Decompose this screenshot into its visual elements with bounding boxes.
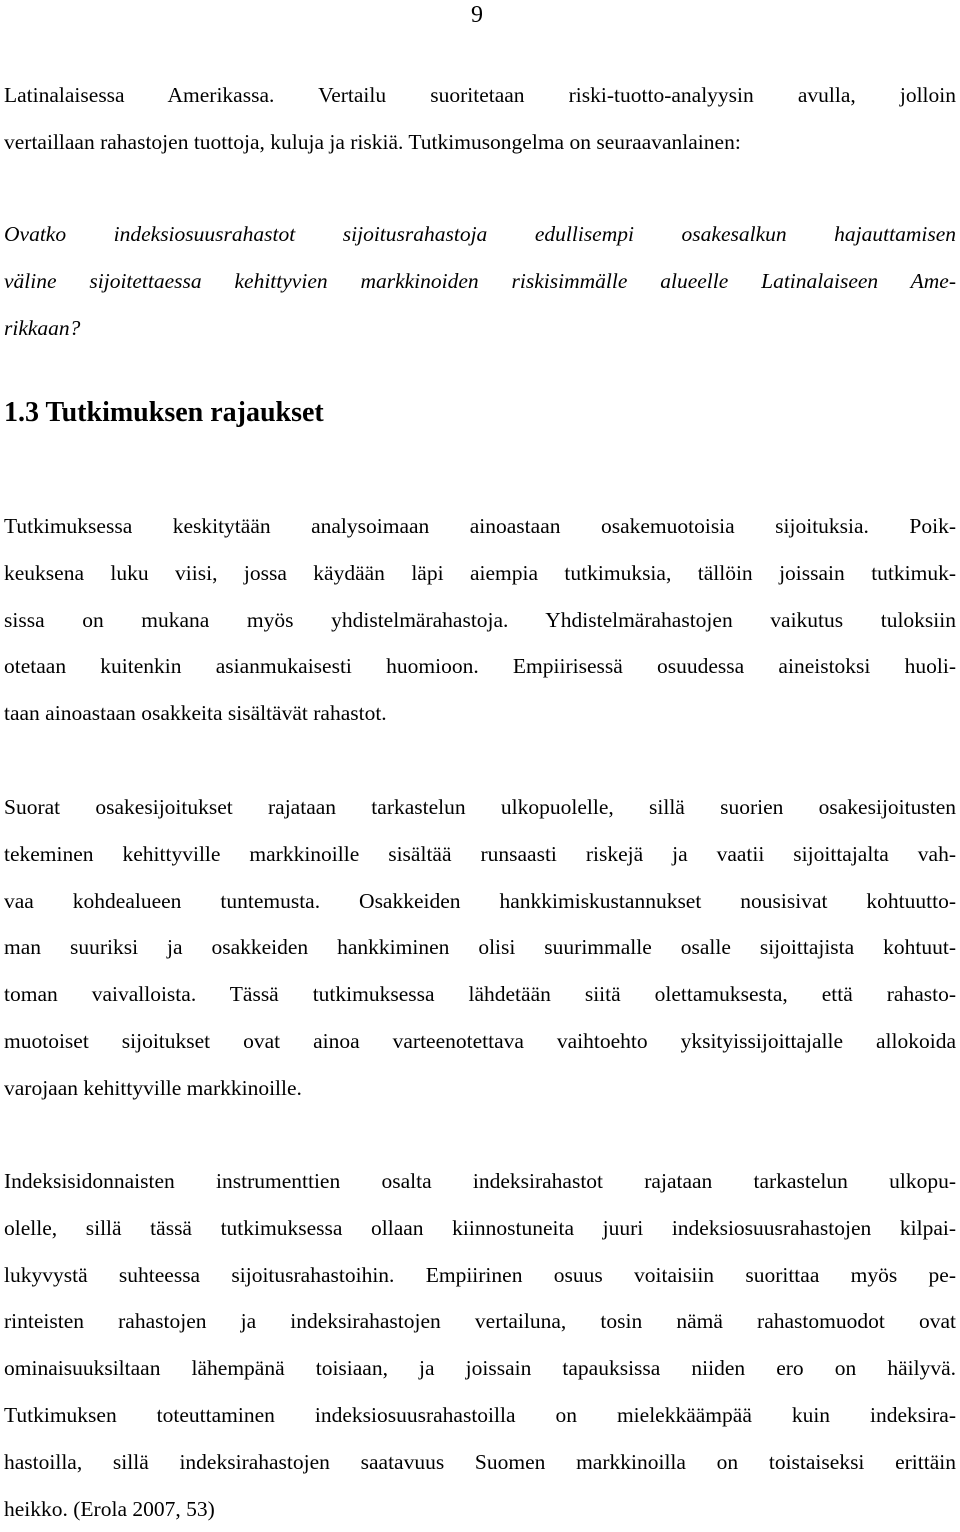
paragraph-scope-2 [4, 784, 956, 1112]
text-line: Tutkimuksen toteuttaminen indeksiosuusrahastoilla on mielekkäämpää kuin indeksira- [4, 1402, 956, 1427]
text-line: rinteisten rahastojen ja indeksirahastojen vertailuna, tosin nämä rahastomuodot ovat [4, 1309, 956, 1334]
text-line: Indeksisidonnaisten instrumenttien osalta indeksirahastot rajataan tarkastelun ulkopu- [4, 1169, 956, 1193]
text-line: sissa on mukana myös yhdistelmärahastoja. Yhdistelmärahastojen vaikutus tuloksiin [4, 607, 956, 632]
text-line: taan ainoastaan osakkeita sisältävät rahastot. [4, 701, 387, 726]
text-line: keuksena luku viisi, jossa käydään läpi aiempia tutkimuksia, tällöin joissain tutkimuk- [4, 560, 956, 585]
text-line: ominaisuuksiltaan lähempänä toisiaan, ja joissain tapauksissa niiden ero on häilyvä. [4, 1356, 956, 1381]
paragraph-scope-3 [4, 1158, 956, 1532]
text-line: varojaan kehittyville markkinoille. [4, 1075, 302, 1100]
text-line: Ovatko indeksiosuusrahastot sijoitusrahastoja edullisempi osakesalkun hajauttamisen [4, 222, 956, 246]
text-line: man suuriksi ja osakkeiden hankkiminen olisi suurimmalle osalle sijoittajista kohtuut- [4, 935, 956, 960]
text-line: vaa kohdealueen tuntemusta. Osakkeiden hankkimiskustannukset nousisivat kohtuutto- [4, 888, 956, 913]
intro-paragraph [4, 72, 956, 166]
section-heading: 1.3 Tutkimuksen rajaukset [4, 397, 324, 428]
text-line: vertaillaan rahastojen tuottoja, kuluja ja riskiä. Tutkimusongelma on seuraavanlainen: [4, 129, 741, 154]
text-line: Latinalaisessa Amerikassa. Vertailu suoritetaan riski-tuotto-analyysin avulla, jolloin [4, 83, 956, 107]
text-line: Suorat osakesijoitukset rajataan tarkastelun ulkopuolelle, sillä suorien osakesijoitusten [4, 795, 956, 819]
text-line: olelle, sillä tässä tutkimuksessa ollaan kiinnostuneita juuri indeksiosuusrahastojen kilpai- [4, 1215, 956, 1240]
page-number: 9 [471, 2, 483, 28]
text-line: lukyvystä suhteessa sijoitusrahastoihin. Empiirinen osuus voitaisiin suorittaa myös pe- [4, 1262, 956, 1287]
text-line: rikkaan? [4, 315, 81, 340]
paragraph-scope-1 [4, 503, 956, 737]
research-question [4, 211, 956, 351]
text-line: Tutkimuksessa keskitytään analysoimaan ainoastaan osakemuotoisia sijoituksia. Poik- [4, 514, 956, 538]
text-line: otetaan kuitenkin asianmukaisesti huomioon. Empiirisessä osuudessa aineistoksi huoli- [4, 654, 956, 679]
text-line: toman vaivalloista. Tässä tutkimuksessa lähdetään siitä olettamuksesta, että rahasto- [4, 982, 956, 1007]
text-line: tekeminen kehittyville markkinoille sisältää runsaasti riskejä ja vaatii sijoittajalta vah- [4, 841, 956, 866]
text-line: heikko. (Erola 2007, 53) [4, 1496, 215, 1521]
text-line: hastoilla, sillä indeksirahastojen saatavuus Suomen markkinoilla on toistaiseksi erittäin [4, 1449, 956, 1474]
text-line: väline sijoitettaessa kehittyvien markkinoiden riskisimmälle alueelle Latinalaiseen Ame- [4, 268, 956, 293]
text-line: muotoiset sijoitukset ovat ainoa varteenotettava vaihtoehto yksityissijoittajalle allokoida [4, 1028, 956, 1053]
